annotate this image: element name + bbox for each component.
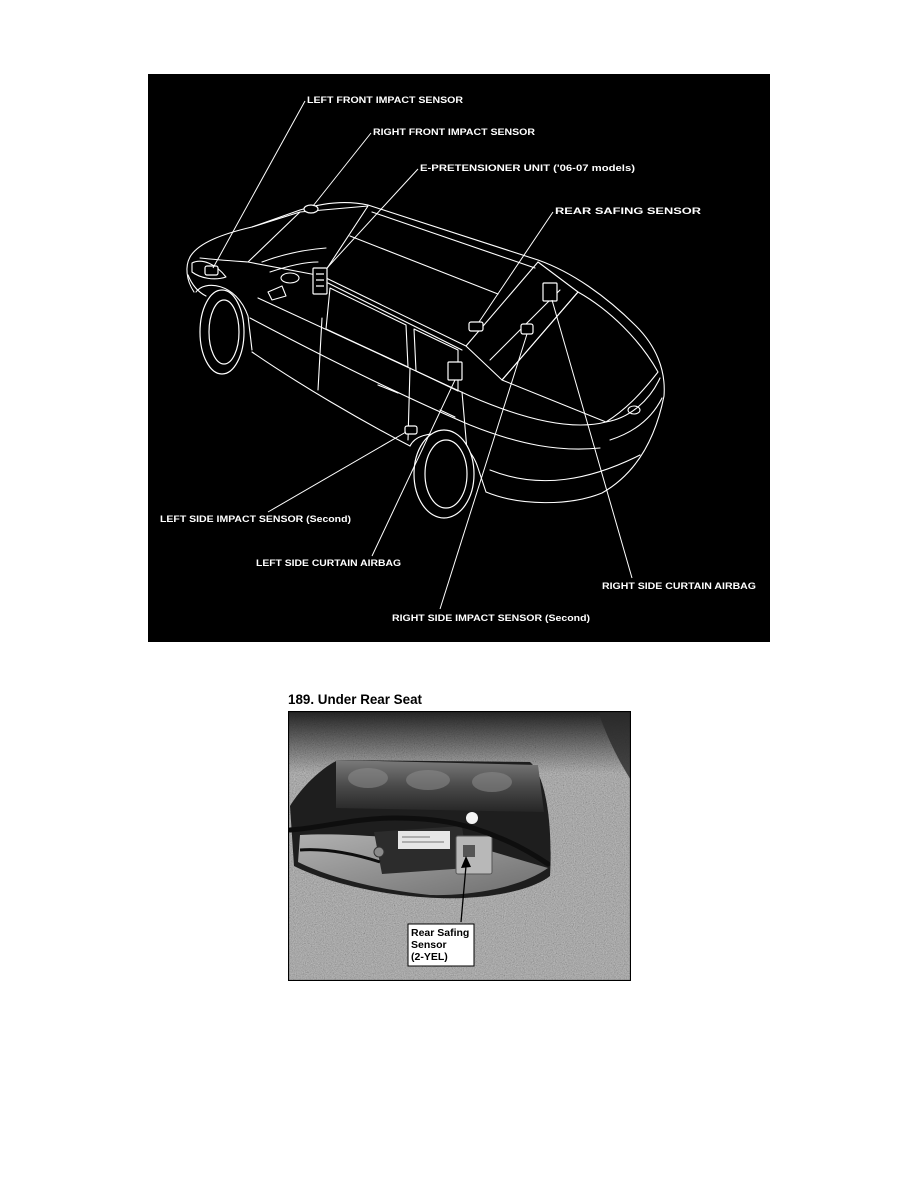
- sensor-label-sticker: [398, 831, 450, 849]
- rear-left-wheel: [414, 430, 474, 518]
- mounting-bolt: [374, 847, 384, 857]
- label-right-side-curtain-airbag: RIGHT SIDE CURTAIN AIRBAG: [602, 581, 756, 592]
- front-left-wheel: [200, 290, 244, 374]
- e-pretensioner-unit: [313, 268, 327, 294]
- under-rear-seat-photo: [288, 711, 631, 981]
- rear-rim: [425, 440, 467, 508]
- right-side-curtain-airbag-inflator: [543, 283, 557, 301]
- left-side-impact-sensor: [405, 426, 417, 434]
- callout-line-1: Rear Safing: [411, 927, 470, 939]
- diagram-background: [148, 74, 770, 642]
- left-front-impact-sensor-body: [205, 266, 218, 275]
- rear-safing-sensor: [469, 322, 483, 331]
- right-side-impact-sensor: [521, 324, 533, 334]
- right-side-curtain-airbag: [543, 283, 557, 301]
- right-side-impact-sensor-body: [521, 324, 533, 334]
- housing-ridge: [406, 770, 450, 790]
- left-side-curtain-airbag-inflator: [448, 362, 462, 380]
- housing-ridge: [348, 768, 388, 788]
- e-pretensioner-unit-body: [313, 268, 327, 294]
- connector-latch: [463, 845, 475, 857]
- right-front-impact-sensor: [304, 205, 318, 213]
- label-e-pretensioner-unit: E-PRETENSIONER UNIT ('06-07 models): [420, 163, 635, 174]
- left-side-curtain-airbag: [448, 362, 462, 380]
- left-front-impact-sensor: [205, 266, 218, 275]
- front-rim: [209, 300, 239, 364]
- label-left-side-impact-sensor: LEFT SIDE IMPACT SENSOR (Second): [160, 514, 351, 525]
- harness-clip: [466, 812, 478, 824]
- srs-component-location-diagram: [148, 74, 770, 642]
- callout-line-2: Sensor: [411, 939, 447, 951]
- callout-line-3: (2-YEL): [411, 951, 448, 963]
- label-left-side-curtain-airbag: LEFT SIDE CURTAIN AIRBAG: [256, 558, 401, 569]
- right-front-impact-sensor-body: [304, 205, 318, 213]
- label-rear-safing-sensor: REAR SAFING SENSOR: [555, 206, 702, 217]
- label-left-front-impact-sensor: LEFT FRONT IMPACT SENSOR: [307, 95, 464, 106]
- label-right-front-impact-sensor: RIGHT FRONT IMPACT SENSOR: [373, 127, 536, 138]
- rear-safing-sensor-body: [469, 322, 483, 331]
- housing-ridge: [472, 772, 512, 792]
- left-side-impact-sensor-body: [405, 426, 417, 434]
- label-right-side-impact-sensor: RIGHT SIDE IMPACT SENSOR (Second): [392, 613, 590, 624]
- figure-caption: 189. Under Rear Seat: [288, 692, 422, 707]
